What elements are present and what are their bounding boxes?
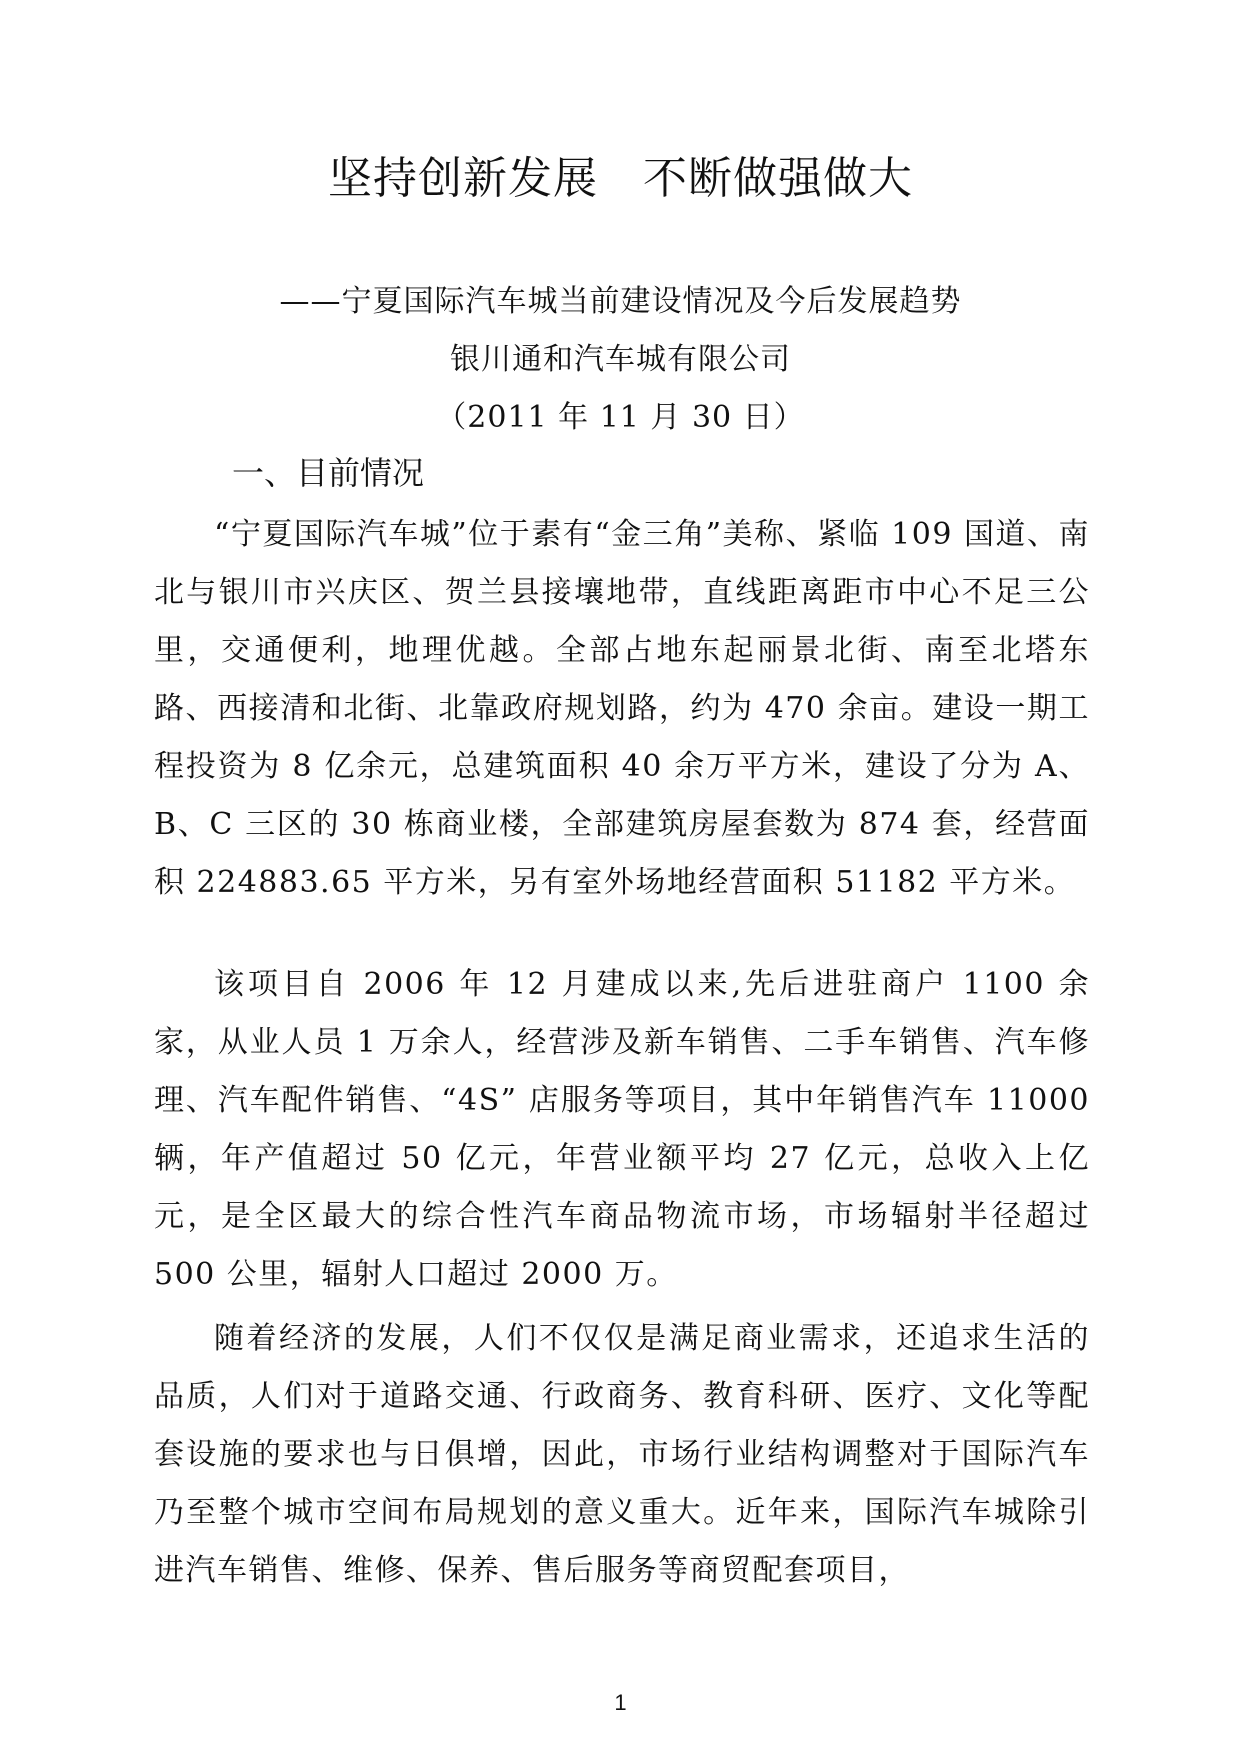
paragraph-development: 随着经济的发展，人们不仅仅是满足商业需求，还追求生活的品质，人们对于道路交通、行政商务、教育科研、医疗、文化等配套设施的要求也与日俱增，因此，市场行业结构调整对于国际汽车乃至整个城市空间布局规划的意义重大。近年来，国际汽车城除引进汽车销售、维修、保养、售后服务等商贸配套项目，	[154, 1321, 1090, 1588]
section-heading: 一、目前情况	[232, 454, 425, 492]
organization-name: 银川通和汽车城有限公司	[450, 342, 791, 377]
document-title: 坚持创新发展 不断做强做大	[328, 153, 913, 204]
paragraph-operations: 该项目自 2006 年 12 月建成以来,先后进驻商户 1100 余家，从业人员 1 万余人，经营涉及新车销售、二手车销售、汽车修理、汽车配件销售、“4S” 店服务等项目，其中年销售汽车 11000 辆，年产值超过 50 亿元，年营业额平均 27 亿元，总收入上亿元，是全区最大的综合性汽车商品物流市场，市场辐射半径超过 500 公里，辐射人口超过 2000 万。	[154, 967, 1090, 1292]
page-number: 1	[614, 1690, 627, 1715]
document-date: （2011 年 11 月 30 日）	[436, 400, 805, 435]
paragraph-location: “宁夏国际汽车城”位于素有“金三角”美称、紧临 109 国道、南北与银川市兴庆区、贺兰县接壤地带，直线距离距市中心不足三公里，交通便利，地理优越。全部占地东起丽景北街、南至北塔东路、西接清和北街、北靠政府规划路，约为 470 余亩。建设一期工程投资为 8 亿余元，总建筑面积 40 余万平方米，建设了分为 A、B、C 三区的 30 栋商业楼，全部建筑房屋套数为 874 套，经营面积 224883.65 平方米，另有室外场地经营面积 51182 平方米。	[154, 517, 1090, 900]
document-subtitle: ——宁夏国际汽车城当前建设情况及今后发展趋势	[279, 284, 962, 319]
